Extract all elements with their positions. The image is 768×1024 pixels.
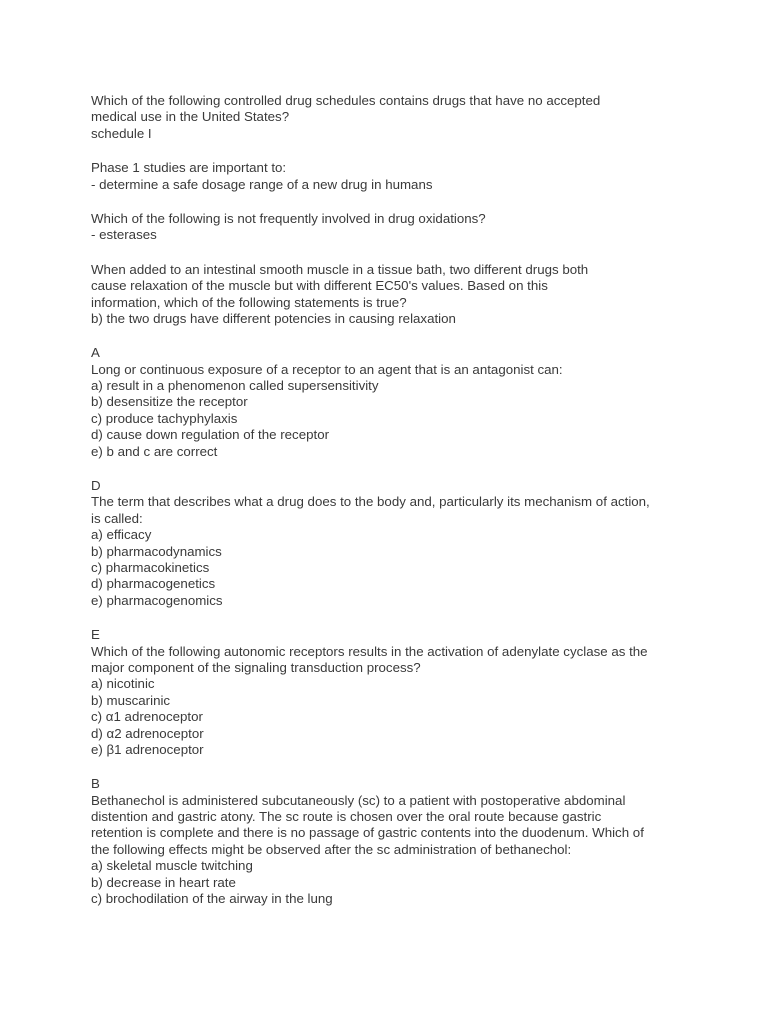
text-line: Which of the following controlled drug schedules contains drugs that have no accepted [91, 93, 601, 108]
question-block [91, 262, 691, 328]
option-line: c) brochodilation of the airway in the lung [91, 891, 333, 907]
text-line: information, which of the following statements is true? [91, 294, 407, 310]
answer-key-line: B [91, 776, 100, 792]
document-body [91, 93, 691, 907]
question-block [91, 776, 691, 907]
option-line: d) α2 adrenoceptor [91, 725, 204, 741]
question-block [91, 478, 691, 609]
spacer [91, 609, 691, 627]
text-line: retention is complete and there is no passage of gastric contents into the duodenum. Which of [91, 825, 644, 841]
option-line: c) α1 adrenoceptor [91, 709, 203, 725]
text-line: Phase 1 studies are important to: [91, 160, 287, 176]
answer-line: b) the two drugs have different potencies in causing relaxation [91, 310, 456, 326]
option-line: e) pharmacogenomics [91, 592, 223, 608]
spacer [91, 193, 691, 211]
text-line: When added to an intestinal smooth muscle in a tissue bath, two different drugs both [91, 261, 589, 277]
text-line: medical use in the United States? [91, 109, 290, 125]
text-line: is called: [91, 510, 143, 526]
answer-key-line: E [91, 627, 100, 643]
text-line: Which of the following is not frequently involved in drug oxidations? [91, 210, 486, 226]
text-line: cause relaxation of the muscle but with different EC50's values. Based on this [91, 278, 548, 294]
text-line: Long or continuous exposure of a receptor to an agent that is an antagonist can: [91, 361, 563, 377]
option-line: c) pharmacokinetics [91, 559, 210, 575]
option-line: b) decrease in heart rate [91, 874, 236, 890]
answer-line: - esterases [91, 227, 157, 243]
text-line: Which of the following autonomic receptors results in the activation of adenylate cyclase as the [91, 643, 648, 659]
option-line: d) cause down regulation of the receptor [91, 427, 330, 443]
question-block [91, 211, 691, 244]
option-line: e) β1 adrenoceptor [91, 741, 204, 757]
answer-line: - determine a safe dosage range of a new drug in humans [91, 176, 433, 192]
option-line: b) pharmacodynamics [91, 543, 222, 559]
option-line: a) skeletal muscle twitching [91, 858, 253, 874]
text-line: the following effects might be observed after the sc administration of bethanechol: [91, 841, 572, 857]
question-block [91, 627, 691, 758]
question-block [91, 345, 691, 460]
option-line: d) pharmacogenetics [91, 576, 216, 592]
text-line: Bethanechol is administered subcutaneously (sc) to a patient with postoperative abdominal [91, 792, 626, 808]
question-block [91, 160, 691, 193]
option-line: b) muscarinic [91, 692, 171, 708]
answer-key-line: A [91, 345, 100, 361]
spacer [91, 460, 691, 478]
option-line: c) produce tachyphylaxis [91, 410, 238, 426]
option-line: e) b and c are correct [91, 443, 218, 459]
text-line: The term that describes what a drug does to the body and, particularly its mechanism of action, [91, 494, 650, 510]
spacer [91, 327, 691, 345]
spacer [91, 758, 691, 776]
option-line: b) desensitize the receptor [91, 394, 248, 410]
answer-key-line: D [91, 478, 101, 494]
option-line: a) efficacy [91, 527, 152, 543]
question-block [91, 93, 691, 142]
option-line: a) result in a phenomenon called supersensitivity [91, 378, 379, 394]
answer-line: schedule I [91, 125, 152, 141]
option-line: a) nicotinic [91, 676, 155, 692]
text-line: distention and gastric atony. The sc route is chosen over the oral route because gastric [91, 809, 602, 825]
text-line: major component of the signaling transduction process? [91, 659, 421, 675]
spacer [91, 142, 691, 160]
spacer [91, 244, 691, 262]
